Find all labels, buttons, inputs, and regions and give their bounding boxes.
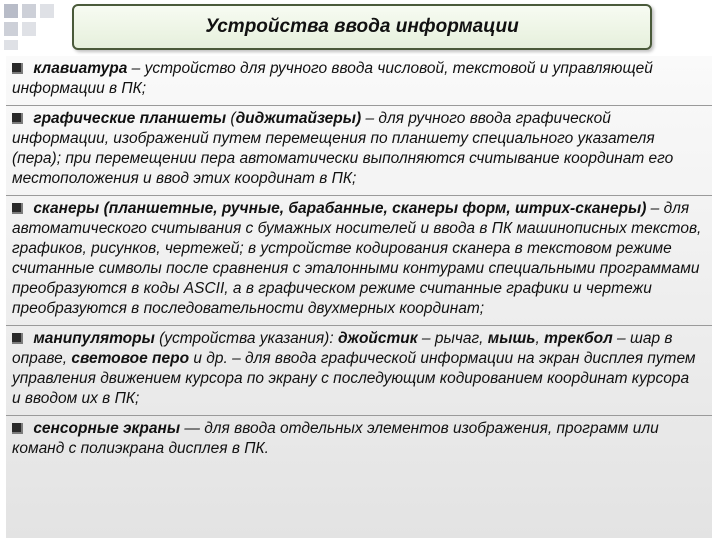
term-text: мышь [487, 330, 536, 347]
list-item-scanners [6, 196, 712, 326]
term-text: сенсорные экраны [33, 420, 181, 437]
square-bullet-icon [12, 203, 23, 214]
description-text: , [535, 330, 545, 347]
description-text: – для ручного ввода графической информации, изображений путем перемещения по планшету специального указателя (пера); при перемещении пера автоматически выполняются считывание координат его местоположения и ввод этих координат в ПК; [12, 110, 674, 187]
square-bullet-icon [12, 333, 23, 344]
content-list [6, 56, 712, 538]
description-text: – устройство для ручного ввода числовой, текстовой и управляющей информации в ПК; [12, 60, 653, 97]
term-text: графические планшеты [33, 110, 227, 127]
description-text: – шар в оправе, [12, 330, 673, 367]
term-text: манипуляторы [33, 330, 155, 347]
term-text: диджитайзеры) [235, 110, 362, 127]
title-box [72, 4, 652, 50]
description-text: — для ввода отдельных элементов изображения, программ или команд с полиэкрана дисплея в ПК. [12, 420, 659, 457]
square-bullet-icon [12, 113, 23, 124]
term-text: сканеры (планшетные, ручные, барабанные, сканеры форм, штрих-сканеры) [33, 200, 647, 217]
term-text: трекбол [544, 330, 613, 347]
square-bullet-icon [12, 423, 23, 434]
description-text: – для автоматического считывания с бумажных носителей и ввода в ПК машинописных текстов, графиков, рисунков, чертежей; в устройстве кодирования сканера в текстовом режиме считанные символы после сравнения с эталонными контурами специальными программами преобразуются в коды ASCII, а в графическом режиме считанные графики и чертежи преобразуются в последовательности двухмерных координат; [12, 200, 702, 317]
description-text: (устройства указания): [154, 330, 338, 347]
list-item-tablets [6, 106, 712, 196]
description-text: и др. – для ввода графической информации на экран дисплея путем управления движением курсора по экрану с последующим кодированием координат курсора и вводом их в ПК; [12, 350, 696, 407]
description-text: – рычаг, [417, 330, 488, 347]
corner-decoration [0, 0, 70, 50]
list-item-touchscreens [6, 416, 712, 465]
description-text: ( [226, 110, 236, 127]
square-bullet-icon [12, 63, 23, 74]
term-text: клавиатура [33, 60, 128, 77]
list-item-manipulators [6, 326, 712, 416]
list-item-keyboard [6, 56, 712, 106]
term-text: световое перо [71, 350, 190, 367]
page-title: Устройства ввода информации [205, 16, 519, 37]
term-text: джойстик [337, 330, 418, 347]
